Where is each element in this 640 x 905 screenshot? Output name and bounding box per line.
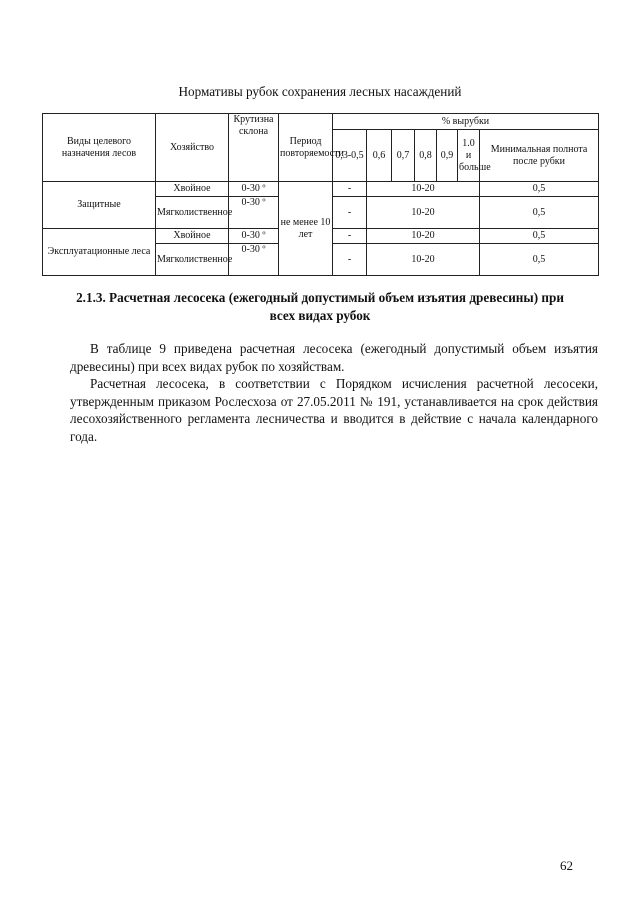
header-purpose: Виды целевого назначения лесов bbox=[43, 114, 156, 182]
table-caption: Нормативы рубок сохранения лесных насаждений bbox=[178, 84, 462, 99]
cell-density-0-3-0-5: - bbox=[333, 244, 367, 276]
header-density-0-6: 0,6 bbox=[367, 130, 392, 182]
norms-table bbox=[42, 113, 599, 276]
cell-felling-range: 10-20 bbox=[367, 182, 480, 197]
cell-slope: 0-30 º bbox=[229, 197, 279, 229]
cell-min-density: 0,5 bbox=[480, 197, 599, 229]
cell-slope: 0-30 º bbox=[229, 182, 279, 197]
cell-period: не менее 10 лет bbox=[279, 182, 333, 276]
header-density-0-8: 0,8 bbox=[415, 130, 437, 182]
cell-density-0-3-0-5: - bbox=[333, 229, 367, 244]
cell-slope: 0-30 º bbox=[229, 244, 279, 276]
cell-felling-range: 10-20 bbox=[367, 229, 480, 244]
paragraph: Расчетная лесосека, в соответствии с Порядком исчисления расчетной лесосеки, утвержденным приказом Рослесхоза от 27.05.2011 № 191, устанавливается на срок действия лесохозяйственного регламента лесничества и вводится в действие с начала календарного года. bbox=[70, 376, 598, 444]
header-slope: Крутизна склона bbox=[229, 114, 279, 182]
cell-density-0-3-0-5: - bbox=[333, 182, 367, 197]
cell-min-density: 0,5 bbox=[480, 244, 599, 276]
cell-density-0-3-0-5: - bbox=[333, 197, 367, 229]
section-heading: 2.1.3. Расчетная лесосека (ежегодный допустимый объем изъятия древесины) при всех видах рубок bbox=[76, 290, 564, 323]
header-density-1-0: 1.0 и больше bbox=[458, 130, 480, 182]
header-felling-percent: % вырубки bbox=[333, 114, 599, 130]
cell-felling-range: 10-20 bbox=[367, 197, 480, 229]
cell-farm: Хвойное bbox=[156, 229, 229, 244]
cell-min-density: 0,5 bbox=[480, 182, 599, 197]
header-density-0-3-0-5: 0,3-0,5 bbox=[333, 130, 367, 182]
header-density-0-7: 0,7 bbox=[392, 130, 415, 182]
header-density-0-9: 0,9 bbox=[437, 130, 458, 182]
group-purpose: Эксплуатационные леса bbox=[43, 229, 156, 276]
table-row bbox=[43, 182, 599, 197]
cell-felling-range: 10-20 bbox=[367, 244, 480, 276]
page-number: 62 bbox=[560, 858, 573, 873]
header-farm: Хозяйство bbox=[156, 114, 229, 182]
cell-farm: Мягколиственное bbox=[156, 197, 229, 229]
cell-slope: 0-30 º bbox=[229, 229, 279, 244]
cell-min-density: 0,5 bbox=[480, 229, 599, 244]
header-min-density: Минимальная полнота после рубки bbox=[480, 130, 599, 182]
header-period: Период повторяемости bbox=[279, 114, 333, 182]
cell-farm: Мягколиственное bbox=[156, 244, 229, 276]
cell-farm: Хвойное bbox=[156, 182, 229, 197]
paragraph: В таблице 9 приведена расчетная лесосека (ежегодный допустимый объем изъятия древесины) при всех видах рубок по хозяйствам. bbox=[70, 341, 598, 374]
group-purpose: Защитные bbox=[43, 182, 156, 229]
